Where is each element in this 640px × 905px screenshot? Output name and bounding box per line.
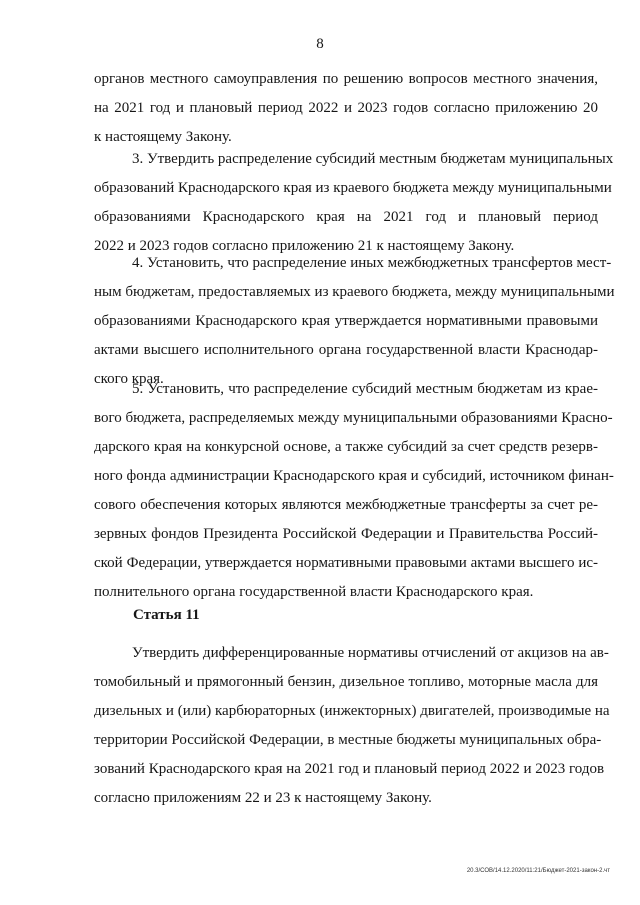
text-line: дизельных и (или) карбюраторных (инжекторных) двигателей, производимые на [94,703,610,719]
text-line: Утвердить дифференцированные нормативы отчислений от акцизов на ав- [132,645,609,661]
text-line: образованиями Краснодарского края на 2021 год и плановый период [94,209,598,225]
text-line: органов местного самоуправления по решению вопросов местного значения, [94,71,598,87]
text-line: 2022 и 2023 годов согласно приложению 21 к настоящему Закону. [94,238,515,254]
text-line: на 2021 год и плановый период 2022 и 2023 годов согласно приложению 20 [94,100,598,116]
text-line: вого бюджета, распределяемых между муниципальными образованиями Красно- [94,410,613,426]
text-line: 4. Установить, что распределение иных межбюджетных трансфертов мест- [132,255,612,271]
text-line: дарского края на конкурсной основе, а также субсидий за счет средств резерв- [94,439,598,455]
paragraph-3 [94,145,614,261]
text-line: согласно приложениям 22 и 23 к настоящему Закону. [94,790,432,806]
text-line: к настоящему Закону. [94,129,232,145]
text-line: ской Федерации, утверждается нормативными правовыми актами высшего ис- [94,555,598,571]
paragraph-4 [94,249,615,394]
text-line: территории Российской Федерации, в местные бюджеты муниципальных обра- [94,732,602,748]
text-line: томобильный и прямогонный бензин, дизельное топливо, моторные масла для [94,674,598,690]
text-line: 3. Утвердить распределение субсидий местным бюджетам муниципальных [132,151,614,167]
text-line: ным бюджетам, предоставляемых из краевого бюджета, между муниципальными [94,284,615,300]
article-heading: Статья 11 [133,607,200,623]
text-line: ского края. [94,371,164,387]
text-line: образованиями Краснодарского края утверждается нормативными правовыми [94,313,598,329]
text-line: полнительного органа государственной власти Краснодарского края. [94,584,534,600]
text-line: 5. Установить, что распределение субсидий местным бюджетам из крае- [132,381,598,397]
text-line: актами высшего исполнительного органа государственной власти Краснодар- [94,342,598,358]
article-11-paragraph [94,639,610,813]
footer-file-code: 20.3/СОВ/14.12.2020/11:21/Бюджет-2021-закон-2.чт [466,868,610,874]
text-line: зований Краснодарского края на 2021 год и плановый период 2022 и 2023 годов [94,761,605,777]
paragraph-5 [94,375,614,607]
page-number: 8 [316,36,324,52]
text-line: образований Краснодарского края из краевого бюджета между муниципальными [94,180,612,196]
text-line: зервных фондов Президента Российской Федерации и Правительства Россий- [94,526,598,542]
paragraph-continuation [94,65,598,152]
text-line: сового обеспечения которых являются межбюджетные трансферты за счет ре- [94,497,598,513]
text-line: ного фонда администрации Краснодарского края и субсидий, источником финан- [94,468,614,484]
